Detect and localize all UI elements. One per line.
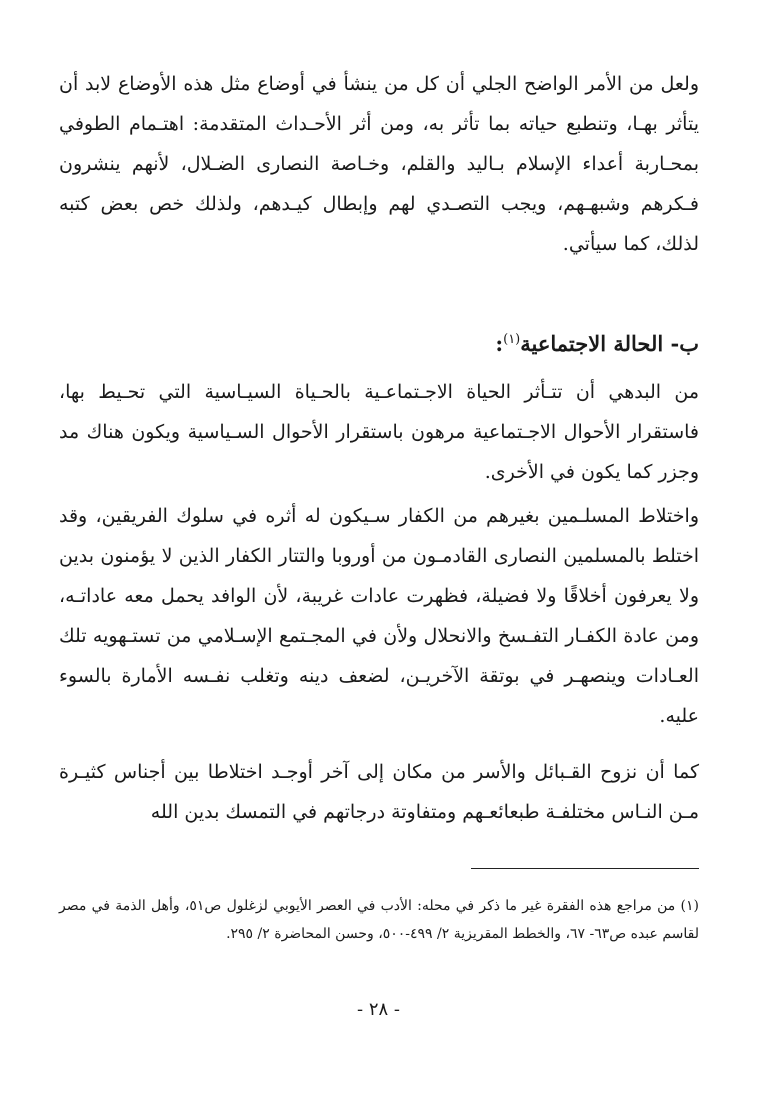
section-heading-text: ب- الحالة الاجتماعية	[520, 331, 699, 356]
paragraph-3: واختلاط المسلـمين بغيرهم من الكفار سـيكون له أثره في سلوك الفريقين، وقد اختلط بالمسلمين النصارى القادمـون من أوروبا والتتار الكفار الذين لا يؤمنون بدين ولا يعرفون أخلاقًا ولا فضيلة، فظهرت عادات غريبة، لأن الوافد يحمل معه عاداتـه، ومن عادة الكفـار التفـسخ والانحلال ولأن في المجـتمع الإسـلامي من تستـهويه تلك العـادات وينصهـر في بوتقة الآخريـن، لضعف دينه وتغلب نفـسه الأمارة بالسوء عليه.	[59, 505, 699, 727]
paragraph-4: كما أن نزوح القـبائل والأسر من مكان إلى آخر أوجـد اختلاطا بين أجناس كثيـرة مـن النـاس مختلفـة طبعائعـهم ومتفاوتة درجاتهم في التمسك بدين الله	[59, 761, 699, 823]
footnote-1: (١) من مراجع هذه الفقرة غير ما ذكر في محله: الأدب في العصر الأيوبي لزغلول ص٥١، وأهل الذمة في مصر لقاسم عبده ص٦٣- ٦٧، والخطط المقريزية ٢/ ٤٩٩-٥٠٠، وحسن المحاضرة ٢/ ٢٩٥.	[59, 898, 699, 942]
footnote-divider	[471, 868, 699, 869]
footnote-reference: (١)	[503, 332, 521, 347]
section-heading-suffix: :	[495, 331, 504, 356]
section-heading	[495, 320, 699, 364]
paragraph-2: من البدهي أن تتـأثر الحياة الاجـتماعـية بالحـياة السيـاسية التي تحـيط بها، فاستقرار الأحوال الاجـتماعية مرهون باستقرار الأحوال السـياسية ويكون هناك مد وجزر كما يكون في الأخرى.	[59, 381, 699, 483]
page-number: - ٢٨ -	[357, 999, 400, 1020]
paragraph-1: ولعل من الأمر الواضح الجلي أن كل من ينشأ في أوضاع مثل هذه الأوضاع لابد أن يتأثر بهـا، وتنطبع حياته بما تأثر به، ومن أثر الأحـداث المتقدمة: اهتـمام الطوفي بمحـاربة أعداء الإسلام بـاليد والقلم، وخـاصة النصارى الضـلال، لأنهم ينشرون فـكرهم وشبهـهم، ويجب التصـدي لهم وإبطال كيـدهم، ولذلك خص بعض كتبه لذلك، كما سيأتي.	[59, 73, 699, 255]
